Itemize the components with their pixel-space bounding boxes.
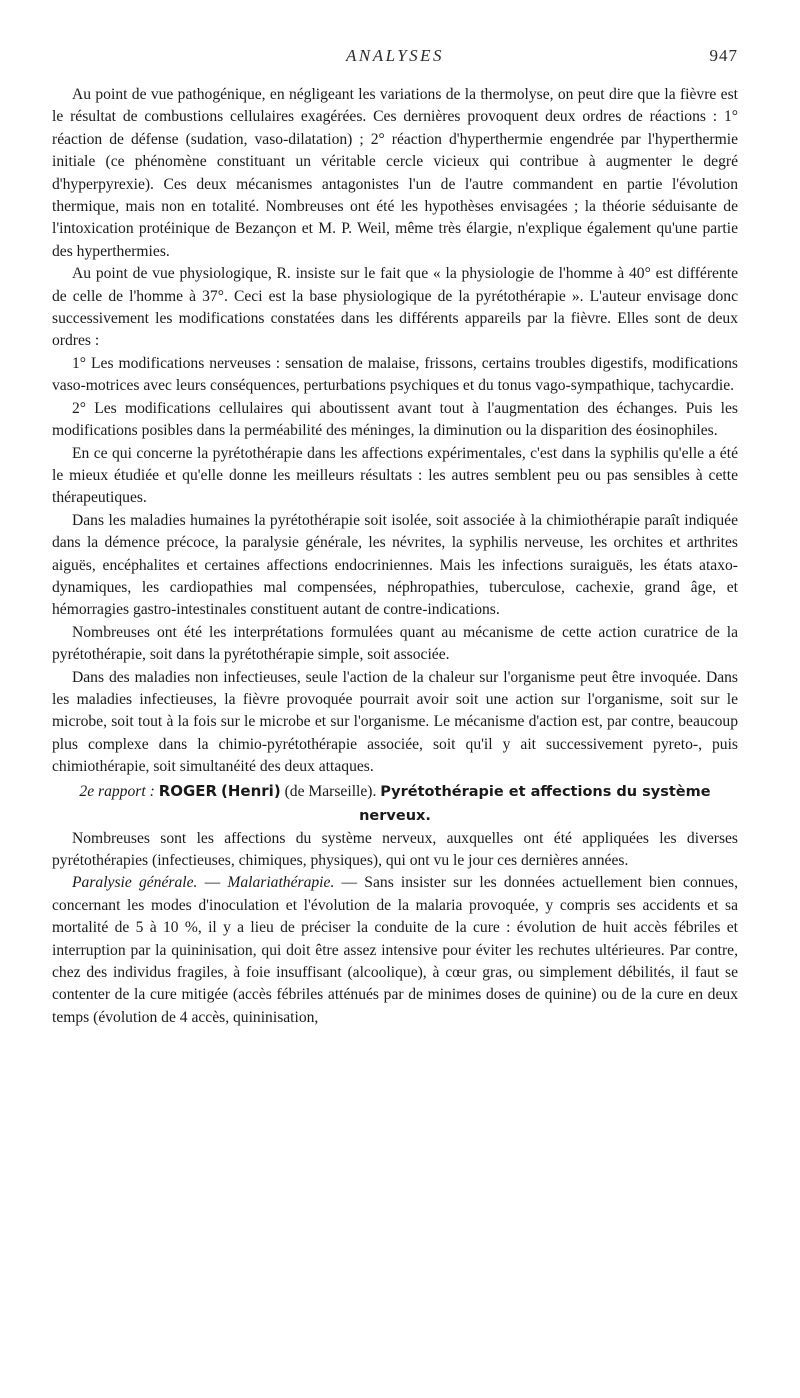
paragraph: En ce qui concerne la pyrétothérapie dans les affections expérimentales, c'est dans la syphilis qu'elle a été le mieux étudiée et qu'elle donne les meilleurs résultats : les autres semblent peu ou pas sensibles à cette thérapeutiques.: [52, 444, 738, 507]
body-text: [52, 84, 738, 1029]
paragraph: 1° Les modifications nerveuses : sensation de malaise, frissons, certains troubles digestifs, modifications vaso-motrices avec leurs conséquences, perturbations psychiques et du tonus vago-sympathique, tachycardie.: [52, 354, 738, 395]
rapport-title: Pyrétothérapie et affections du système nerveux.: [359, 783, 711, 824]
page-number: 947: [709, 46, 738, 65]
page-header: [52, 46, 738, 70]
section-subhead: Malariathérapie.: [227, 874, 335, 892]
paragraph: Dans les maladies humaines la pyrétothérapie soit isolée, soit associée à la chimiothérapie paraît indiquée dans la démence précoce, la paralysie générale, les névrites, la syphilis nerveuse, les orchites et arthrites aiguës, encéphalites et certaines affections endocriniennes. Mais les infections suraiguës, les états ataxo-dynamiques, les cardiopathies mal compensées, néphropathies, tuberculose, cachexie, grand âge, et hémorragies gastro-intestinales constituent autant de contre-indications.: [52, 511, 738, 619]
section-head: Paralysie générale.: [72, 874, 198, 892]
paragraph: Nombreuses sont les affections du système nerveux, auxquelles ont été appliquées les diverses pyrétothérapies (infectieuses, chimiques, physiques), qui ont vu le jour ces dernières années.: [52, 829, 738, 869]
paragraph: Nombreuses ont été les interprétations formulées quant au mécanisme de cette action curatrice de la pyrétothérapie, soit dans la pyrétothérapie simple, soit associée.: [52, 623, 738, 664]
paragraph-body: Sans insister sur les données actuellement bien connues, concernant les modes d'inoculation et l'évolution de la malaria provoquée, y compris ses accidents et sa mortalité de 5 à 10 %, il y a lieu de préciser la conduite de la cure : évolution de huit accès fébriles et interruption par la quininisation, qui doit être assez intensive pour éviter les rechutes ultérieures. Par contre, chez des individus fragiles, à foie insuffisant (alcoolique), à cœur gras, ou simplement débilités, il faut se contenter de la cure mitigée (accès fébriles atténués par de minimes doses de quinine) ou de la cure en deux temps (évolution de 4 accès, quininisation,: [52, 874, 739, 1026]
rapport-heading: [52, 779, 738, 828]
dash: —: [197, 874, 228, 892]
rapport-first-name: (Henri): [221, 781, 281, 800]
dash: —: [334, 874, 365, 892]
paragraph: 2° Les modifications cellulaires qui aboutissent avant tout à l'augmentation des échanges. Puis les modifications posibles dans la perméabilité des méninges, la diminution ou la disparition des éosinophiles.: [52, 399, 738, 440]
paragraph: Au point de vue physiologique, R. insiste sur le fait que « la physiologie de l'homme à 40° est différente de celle de l'homme à 37°. Ceci est la base physiologique de la pyrétothérapie ». L'auteur envisage donc successivement les modifications constatées dans les différents appareils par la fièvre. Elles sont de deux ordres :: [52, 265, 738, 350]
running-title: ANALYSES: [345, 46, 445, 65]
paragraph: Dans des maladies non infectieuses, seule l'action de la chaleur sur l'organisme peut être invoquée. Dans les maladies infectieuses, la fièvre provoquée pourrait avoir soit une action sur l'organisme, soit sur le microbe, soit tout à la fois sur le microbe et sur l'organisme. Le mécanisme d'action est, par contre, beaucoup plus complexe dans la chimio-pyrétothérapie associée, soit qu'il y ait successivement pyreto-, puis chimiothérapie, soit simultanéité des deux attaques.: [52, 668, 738, 776]
rapport-number: 2e rapport :: [79, 782, 155, 800]
rapport-city: (de Marseille).: [284, 782, 377, 800]
paragraph: Au point de vue pathogénique, en négligeant les variations de la thermolyse, on peut dire que la fièvre est le résultat de combustions cellulaires exagérées. Ces dernières provoquent deux ordres de réactions : 1° réaction de défense (sudation, vaso-dilatation) ; 2° réaction d'hyperthermie engendrée par l'hyperthermie initiale (ce phénomène constituant un véritable cercle vicieux qui contribue à augmenter le degré d'hyperpyrexie). Ces deux mécanismes antagonistes l'un de l'autre commandent en partie l'évolution thermique, mais non en totalité. Nombreuses ont été les hypothèses envisagées ; la théorie séduisante de l'intoxication protéinique de Bezançon et M. P. Weil, même très élargie, n'explique également qu'une partie des hyperthermies.: [52, 86, 738, 260]
rapport-author: ROGER: [158, 781, 218, 800]
paragraph: [52, 872, 738, 1029]
